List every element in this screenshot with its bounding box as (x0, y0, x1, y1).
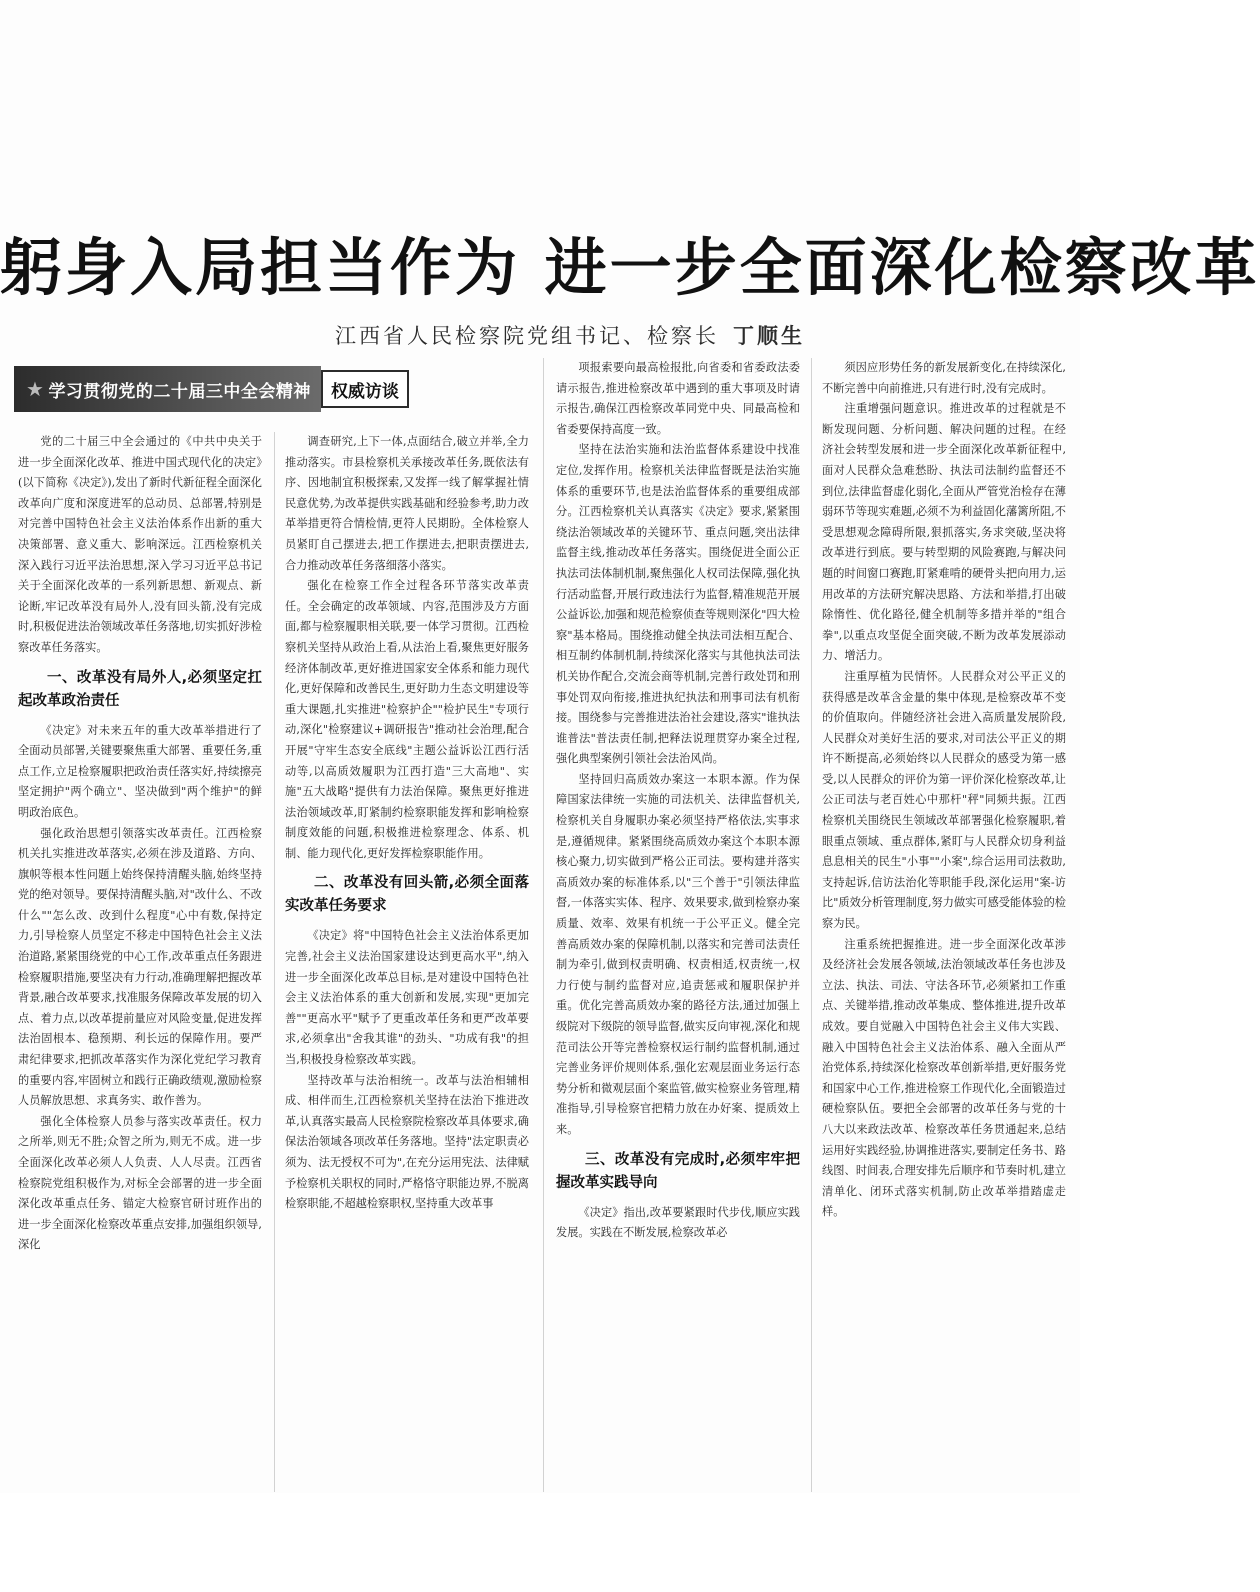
byline (0, 318, 1080, 354)
byline-position: 江西省人民检察院党组书记、检察长 (335, 324, 719, 348)
paragraph: 强化政治思想引领落实改革责任。江西检察机关扎实推进改革落实,必须在涉及道路、方向、旗帜等根本性问题上始终保持清醒头脑,始终坚持党的绝对领导。要保持清醒头脑,对"改什么、不改什么""怎么改、改到什么程度"心中有数,保持定力,引导检察人员坚定不移走中国特色社会主义法治道路,紧紧围绕党的中心工作,改革重点任务跟进检察履职措施,要坚决有力行动,准确理解把握改革背景,融合改革要求,找准服务保障改革发展的切入点、着力点,以改革提前量应对风险变量,促进发挥法治固根本、稳预期、利长远的保障作用。要严肃纪律要求,把抓改革落实作为深化党纪学习教育的重要内容,牢固树立和践行正确政绩观,激励检察人员解放思想、求真务实、敢作善为。 (18, 826, 262, 1108)
banner-main (14, 366, 321, 412)
paragraph: 强化在检察工作全过程各环节落实改革责任。全会确定的改革领域、内容,范围涉及方方面面,都与检察履职相关联,要一体学习贯彻。江西检察机关坚持从政治上看,从法治上看,聚焦更好服务经济体制改革,更好推进国家安全体系和能力现代化,更好保障和改善民生,更好助力生态文明建设等重大课题,扎实推进"检察护企""检护民生"专项行动,深化"检察建议+调研报告"推动社会治理,配合开展"守牢生态安全底线"主题公益诉讼江西行活动等,以高质效履职为江西打造"三大高地"、实施"五大战略"提供有力法治保障。聚焦更好推进法治领域改革,盯紧制约检察职能发挥和影响检察制度效能的问题,积极推进检察理念、体系、机制、能力现代化,更好发挥检察职能作用。 (285, 579, 529, 860)
column-divider (811, 358, 812, 1492)
column-banner (14, 366, 404, 412)
paragraph: 调查研究,上下一体,点面结合,破立并举,全力推动落实。市县检察机关承接改革任务,既依法有序、因地制宜积极探索,又发挥一线了解掌握社情民意优势,为改革提供实践基础和经验参考,助力改革举措更符合情检情,更符人民期盼。全体检察人员紧盯自己摆进去,把工作摆进去,把职责摆进去,合力推动改革任务落细落小落实。 (285, 435, 529, 572)
paragraph: 强化全体检察人员参与落实改革责任。权力之所举,则无不胜;众智之所为,则无不成。进一步全面深化改革必须人人负责、人人尽责。江西省检察院党组积极作为,对标全会部署的进一步全面深化改革重点任务、锚定大检察官研讨班作出的进一步全面深化检察改革重点安排,加强组织领导,深化 (18, 1114, 262, 1252)
column-divider (543, 358, 544, 1492)
section-heading: 一、改革没有局外人,必须坚定扛起改革政治责任 (18, 669, 262, 709)
section-heading: 三、改革没有完成时,必须牢牢把握改革实践导向 (556, 1151, 800, 1191)
text-column-1 (18, 432, 262, 1592)
text-column-3 (556, 358, 800, 1592)
paragraph: 须因应形势任务的新发展新变化,在持续深化,不断完善中向前推进,只有进行时,没有完成时。 (822, 361, 1066, 395)
column-divider (274, 432, 275, 1492)
paragraph: 党的二十届三中全会通过的《中共中央关于进一步全面深化改革、推进中国式现代化的决定》(以下简称《决定》),发出了新时代新征程全面深化改革向广度和深度进军的总动员、总部署,特别是对完善中国特色社会主义法治体系作出新的重大决策部署、意义重大、影响深远。江西检察机关深入践行习近平法治思想,深入学习习近平总书记关于全面深化改革的一系列新思想、新观点、新论断,牢记改革没有局外人,没有回头箭,没有完成时,积极促进法治领域改革任务落地,切实抓好涉检察改革任务落实。 (18, 435, 262, 654)
paragraph: 项报索要向最高检报批,向省委和省委政法委请示报告,推进检察改革中遇到的重大事项及时请示报告,确保江西检察改革同党中央、同最高检和省委要保持高度一致。 (556, 361, 800, 436)
paragraph: 《决定》对未来五年的重大改革举措进行了全面动员部署,关键要聚焦重大部署、重要任务,重点工作,立足检察履职把政治责任落实好,持续擦亮坚定拥护"两个确立"、坚决做到"两个维护"的鲜明政治底色。 (18, 723, 262, 819)
paragraph: 注重系统把握推进。进一步全面深化改革涉及经济社会发展各领域,法治领域改革任务也涉及立法、执法、司法、守法各环节,必须紧扣工作重点、关键举措,推动改革集成、整体推进,提升改革成效。要自觉融入中国特色社会主义伟大实践、融入中国特色社会主义法治体系、融入全面从严治党体系,持续深化检察改革创新举措,更好服务党和国家中心工作,推进检察工作现代化,全面锻造过硬检察队伍。要把全会部署的改革任务与党的十八大以来政法改革、检察改革任务贯通起来,总结运用好实践经验,协调推进落实,要制定任务书、路线图、时间表,合理安排先后顺序和节奏时机,建立清单化、闭环式落实机制,防止改革举措踏虚走样。 (822, 937, 1066, 1219)
byline-author: 丁顺生 (733, 323, 805, 348)
text-column-4 (822, 358, 1066, 1592)
paragraph: 注重增强问题意识。推进改革的过程就是不断发现问题、分析问题、解决问题的过程。在经济社会转型发展和进一步全面深化改革新征程中,面对人民群众急难愁盼、执法司法制约监督还不到位,法律监督虚化弱化,全面从严管党治检存在薄弱环节等现实难题,必须不为利益固化藩篱所阻,不受思想观念障碍所限,狠抓落实,务求突破,坚决将改革进行到底。要与转型期的风险赛跑,与解决问题的时间窗口赛跑,盯紧难啃的硬骨头把向用力,运用改革的方法研究解决思路、方法和举措,打出破除惰性、优化路径,健全机制等多措并举的"组合拳",以重点攻坚促全面突破,不断为改革发展添动力、增活力。 (822, 402, 1066, 663)
paragraph: 坚持在法治实施和法治监督体系建设中找准定位,发挥作用。检察机关法律监督既是法治实施体系的重要环节,也是法治监督体系的重要组成部分。江西检察机关认真落实《决定》要求,紧紧围绕法治领域改革的关键环节、重点问题,突出法律监督主线,推动改革任务落实。围绕促进全面公正执法司法体制机制,聚焦强化人权司法保障,强化执行活动监督,开展行政违法行为监督,精准规范开展公益诉讼,加强和规范检察侦查等规则深化"四大检察"基本格局。围绕推动健全执法司法相互配合、相互制约体制机制,持续深化落实与其他执法司法机关协作配合,交流会商等机制,完善行政处罚和刑事处罚双向衔接,推进执纪执法和刑事司法有机衔接。围绕参与完善推进法治社会建设,落实"谁执法谁普法"普法责任制,把释法说理贯穿办案全过程,强化典型案例引领社会法治风尚。 (556, 443, 800, 766)
star-emblem-icon: ★ (26, 377, 45, 401)
paragraph: 坚持改革与法治相统一。改革与法治相辅相成、相伴而生,江西检察机关坚持在法治下推进改革,认真落实最高人民检察院检察改革具体要求,确保法治领域各项改革任务落地。坚持"法定职责必须为、法无授权不可为",在充分运用宪法、法律赋予检察机关职权的同时,严格恪守职能边界,不脱离检察职能,不超越检察职权,坚持重大改革事 (285, 1073, 529, 1211)
paragraph: 坚持回归高质效办案这一本职本源。作为保障国家法律统一实施的司法机关、法律监督机关,检察机关自身履职办案必须坚持严格依法,实事求是,遵循规律。紧紧围绕高质效办案这个本职本源核心聚力,切实做到严格公正司法。要构建并落实高质效办案的标准体系,以"三个善于"引领法律监督,一体落实实体、程序、效果要求,做到检察办案质量、效率、效果有机统一于公平正义。健全完善高质效办案的保障机制,以落实和完善司法责任制为牵引,做到权责明确、权责相适,权责统一,权力行使与制约监督对应,追责惩戒和履职保护并重。优化完善高质效办案的路径方法,通过加强上级院对下级院的领导监督,做实反向审视,深化和规范司法公开等完善检察权运行制约监督机制,通过完善业务评价规则体系,强化宏观层面业务运行态势分析和微观层面个案监管,做实检察业务管理,精准指导,引导检察官把精力放在办好案、提质效上来。 (556, 772, 800, 1136)
banner-main-label: 学习贯彻党的二十届三中全会精神 (48, 381, 311, 402)
section-heading: 二、改革没有回头箭,必须全面落实改革任务要求 (285, 875, 529, 915)
page-title: 躬身入局担当作为 进一步全面深化检察改革 (0, 231, 1260, 304)
text-column-2 (285, 432, 529, 1592)
paragraph: 《决定》指出,改革要紧跟时代步伐,顺应实践发展。实践在不断发展,检察改革必 (556, 1205, 800, 1240)
banner-tag: 权威访谈 (321, 370, 409, 408)
paragraph: 注重厚植为民情怀。人民群众对公平正义的获得感是改革含金量的集中体现,是检察改革不变的价值取向。伴随经济社会进入高质量发展阶段,人民群众对美好生活的要求,对司法公平正义的期许不断提高,必须始终以人民群众的感受为第一感受,以人民群众的评价为第一评价深化检察改革,让公正司法与老百姓心中那杆"秤"同频共振。江西检察机关围绕民生领域改革部署强化检察履职,着眼重点领域、重点群体,紧盯与人民群众切身利益息息相关的民生"小事""小案",综合运用司法救助,支持起诉,信访法治化等职能手段,深化运用"案-访比"质效分析管理制度,努力做实可感受能体验的检察为民。 (822, 669, 1066, 931)
paragraph: 《决定》将"中国特色社会主义法治体系更加完善,社会主义法治国家建设达到更高水平",纳入进一步全面深化改革总目标,是对建设中国特色社会主义法治体系的重大创新和发展,实现"更加完善""更高水平"赋予了更重改革任务和更严改革要求,必须拿出"舍我其谁"的劲头、"功成有我"的担当,积极投身检察改革实践。 (285, 929, 529, 1067)
